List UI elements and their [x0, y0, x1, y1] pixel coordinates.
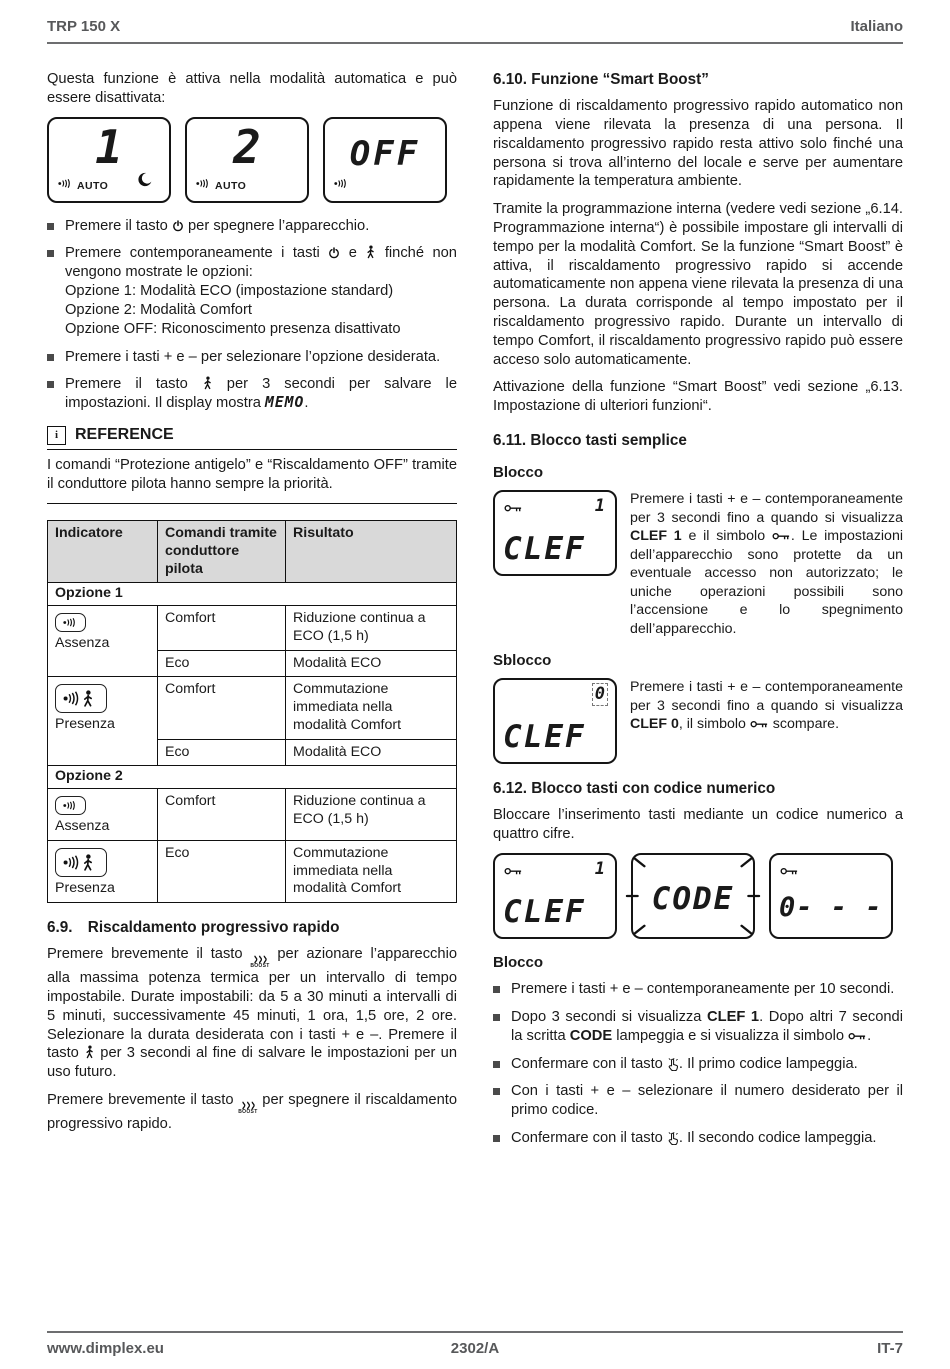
indicator-label: Assenza [55, 818, 110, 835]
bullet-marker [493, 1014, 500, 1021]
waves-icon [334, 175, 349, 194]
indicator-cell [48, 789, 158, 841]
bullet-marker [47, 354, 54, 361]
section-title-6-10: 6.10. Funzione “Smart Boost” [493, 71, 709, 88]
bullet-marker [47, 250, 54, 257]
list-item [493, 980, 903, 999]
table-row [48, 677, 457, 739]
lcd-text: 0- - - [779, 891, 883, 923]
table-row [48, 840, 457, 902]
footer-website: www.dimplex.eu [47, 1340, 164, 1357]
unlock-subheading: Sblocco [493, 652, 552, 670]
auto-label: AUTO [77, 180, 109, 193]
bullet-marker [493, 1088, 500, 1095]
code-display-examples [493, 853, 903, 939]
table-cell: Modalità ECO [286, 650, 457, 677]
list-item [493, 1008, 903, 1046]
table-cell: Commutazione immediata nella modalità Comfort [286, 840, 457, 902]
lcd-text: CLEF [503, 719, 586, 756]
option-bullet-list [47, 217, 457, 413]
key-icon [750, 720, 769, 729]
bullet-marker [493, 1061, 500, 1068]
bullet-text: Premere i tasti + e – per selezionare l’opzione desiderata. [65, 348, 441, 365]
power-icon [328, 247, 340, 259]
info-icon: i [47, 426, 66, 445]
key-icon [772, 532, 791, 541]
lock-row [493, 490, 903, 638]
key-icon [780, 863, 799, 882]
indicator-label: Presenza [55, 879, 115, 896]
table-cell: Riduzione continua a ECO (1,5 h) [286, 606, 457, 651]
section-title-6-9: 6.9. Riscaldamento progressivo rapido [47, 919, 340, 937]
header-language: Italiano [850, 18, 903, 35]
list-item [493, 1055, 903, 1074]
boost-icon: BOOST [250, 955, 269, 969]
lcd-display-clef-locked [493, 490, 617, 576]
list-item [493, 1129, 903, 1148]
key-icon [504, 500, 523, 519]
pilot-command-table [47, 520, 457, 903]
boost-icon: BOOST [238, 1101, 257, 1115]
bullet-text: Confermare con il tasto . Il secondo codice lampeggia. [511, 1130, 877, 1147]
list-item [47, 244, 457, 338]
table-cell: Eco [158, 840, 286, 902]
presence-icon [202, 376, 213, 390]
bullet-marker [493, 986, 500, 993]
waves-icon [196, 175, 211, 194]
unlock-instructions: Premere i tasti + e – contemporaneamente per 3 secondi fino a quando si visualizza CLEF 0, il simbolo scompare. [630, 679, 903, 733]
table-cell: Riduzione continua a ECO (1,5 h) [286, 789, 457, 841]
table-cell: Comfort [158, 677, 286, 739]
reference-title: REFERENCE [75, 425, 174, 443]
waves-icon [55, 796, 86, 815]
section-title-6-11: 6.11. Blocco tasti semplice [493, 432, 687, 450]
indicator-label: Assenza [55, 635, 110, 652]
intro-paragraph: Questa funzione è attiva nella modalità automatica e può essere disattivata: [47, 71, 457, 106]
reference-body: I comandi “Protezione antigelo” e “Riscaldamento OFF” tramite il conduttore pilota hanno sempre la priorità. [47, 450, 457, 504]
lcd-text: CLEF [503, 531, 586, 568]
table-section-row [48, 766, 457, 789]
code-bullet-list [493, 980, 903, 1148]
page-header [47, 18, 903, 44]
list-item [47, 375, 457, 413]
display-option-examples [47, 117, 457, 203]
page-footer [47, 1331, 903, 1357]
section-6-10-paragraph: Attivazione della funzione “Smart Boost” vedi sezione „6.13. Impostazione di ulteriori funzioni“. [493, 379, 903, 415]
indicator-label: Presenza [55, 716, 115, 733]
presence-icon [365, 245, 376, 259]
table-cell: Comfort [158, 789, 286, 841]
list-item [493, 1082, 903, 1120]
table-header-cell: Indicatore [48, 521, 158, 583]
code-lock-subheading: Blocco [493, 953, 544, 971]
lcd-display-code-entry [769, 853, 893, 939]
lcd-text: CLEF [503, 893, 586, 930]
table-row [48, 789, 457, 841]
bullet-text: Confermare con il tasto . Il primo codice lampeggia. [511, 1055, 858, 1072]
table-cell: Eco [158, 739, 286, 766]
table-header-row [48, 521, 457, 583]
reference-note [47, 425, 457, 504]
waves-person-icon [55, 684, 107, 713]
hand-icon [667, 1132, 679, 1145]
content-columns [47, 70, 903, 1157]
section-6-9-paragraph: Premere brevemente il tasto BOOST per azionare l’apparecchio alla massima potenza termica per un intervallo di tempo impostabile. Durate impostabili: da 5 a 30 minuti a intervalli di 5 minuti, successivamente 45 minuti, 1 ora, 1,5 ore, 2 ore. Selezionare la durata desiderata con i tasti + e –. Premere il tasto per 3 secondi al fine di salvare le impostazioni per un uso futuro. [47, 946, 458, 1081]
bullet-text: Con i tasti + e – selezionare il numero desiderato per il primo codice. [511, 1083, 903, 1119]
lcd-digit: 1 [594, 858, 605, 879]
lcd-display-option-off [323, 117, 447, 203]
left-column [47, 70, 457, 1157]
hand-icon [667, 1058, 679, 1071]
footer-page-number: IT-7 [877, 1340, 903, 1357]
key-icon [848, 1032, 867, 1041]
table-section-label: Opzione 2 [48, 766, 457, 789]
lcd-digit: 0 [594, 684, 605, 705]
reference-heading [47, 425, 457, 450]
lcd-display-code-flashing [631, 853, 755, 939]
table-section-row [48, 583, 457, 606]
table-section-label: Opzione 1 [48, 583, 457, 606]
list-item [47, 217, 457, 236]
bullet-marker [47, 381, 54, 388]
bullet-text: Dopo 3 secondi si visualizza CLEF 1. Dopo altri 7 secondi la scritta CODE lampeggia e si visualizza il simbolo . [511, 1008, 903, 1044]
lcd-digit: 1 [95, 119, 123, 174]
bullet-text: Premere il tasto per 3 secondi per salvare le impostazioni. Il display mostra MEMO. [65, 376, 457, 412]
moon-icon [137, 172, 152, 193]
right-column [493, 70, 903, 1157]
lock-instructions: Premere i tasti + e – contemporaneamente per 3 secondi fino a quando si visualizza CLEF 1 e il simbolo . Le impostazioni dell’apparecchio sono protette da un eventuale accesso non autorizzato; le uniche operazioni possibili sono l’accensione e lo spegnimento dell’apparecchio. [630, 491, 903, 637]
unlock-row [493, 678, 903, 764]
indicator-cell [48, 840, 158, 902]
lcd-display-option-2 [185, 117, 309, 203]
lcd-text: OFF [349, 133, 421, 174]
waves-person-icon [55, 848, 107, 877]
auto-label: AUTO [215, 180, 247, 193]
table-cell: Eco [158, 650, 286, 677]
table-cell: Comfort [158, 606, 286, 651]
bullet-text: Premere i tasti + e – contemporaneamente per 10 secondi. [511, 981, 895, 998]
bullet-marker [493, 1135, 500, 1142]
key-icon [504, 863, 523, 882]
waves-icon [55, 613, 86, 632]
list-item [47, 348, 457, 367]
section-6-10-paragraph: Funzione di riscaldamento progressivo rapido automatico non appena viene rilevata la presenza di una persona. Il riscaldamento progressivo rapido resta attivo solo finché una persona si trova all’interno del locale e serve per aumentare rapidamente la temperatura ambiente. [493, 98, 903, 190]
lcd-display-clef-unlocked [493, 678, 617, 764]
lcd-inline-text: MEMO [265, 394, 305, 412]
bullet-text: Premere contemporaneamente i tasti e finché non vengono mostrate le opzioni: Opzione 1: Modalità ECO (impostazione standard) Opzione 2: Modalità Comfort Opzione OFF: Riconoscimento presenza disattivato [65, 245, 457, 337]
waves-icon [58, 175, 73, 194]
presence-icon [84, 1045, 95, 1059]
section-6-9-paragraph: Premere brevemente il tasto BOOST per spegnere il riscaldamento progressivo rapido. [47, 1092, 457, 1133]
table-cell: Modalità ECO [286, 739, 457, 766]
lcd-digit: 1 [594, 496, 605, 517]
indicator-cell [48, 677, 158, 766]
section-6-12-intro: Bloccare l’inserimento tasti mediante un codice numerico a quattro cifre. [493, 807, 903, 843]
lock-subheading: Blocco [493, 464, 544, 482]
header-model: TRP 150 X [47, 18, 121, 35]
table-header-cell: Risultato [286, 521, 457, 583]
lcd-display-option-1 [47, 117, 171, 203]
lcd-text: CODE [651, 880, 735, 917]
bullet-text: Premere il tasto per spegnere l’apparecchio. [65, 217, 370, 234]
table-row [48, 606, 457, 651]
indicator-cell [48, 606, 158, 677]
power-icon [172, 220, 184, 232]
lcd-display-clef-code [493, 853, 617, 939]
footer-document-code: 2302/A [450, 1340, 500, 1357]
section-6-10-paragraph: Tramite la programmazione interna (vedere vedi sezione „6.14. Programmazione interna“) è possibile impostare gli intervalli di tempo per la modalità Comfort. Se la funzione “Smart Boost” è attiva, il riscaldamento progressivo rapido si accende automaticamente non appena viene rilevata la presenza di una persona. La durata corrisponde al tempo impostato per il riscaldamento progressivo rapido. Durante un intervallo di tempo Comfort, il riscaldamento progressivo rapido può essere acceso solo automaticamente. [493, 201, 903, 368]
bullet-marker [47, 223, 54, 230]
table-header-cell: Comandi tramite conduttore pilota [158, 521, 286, 583]
lcd-digit: 2 [233, 119, 261, 174]
table-cell: Commutazione immediata nella modalità Comfort [286, 677, 457, 739]
section-title-6-12: 6.12. Blocco tasti con codice numerico [493, 780, 776, 798]
